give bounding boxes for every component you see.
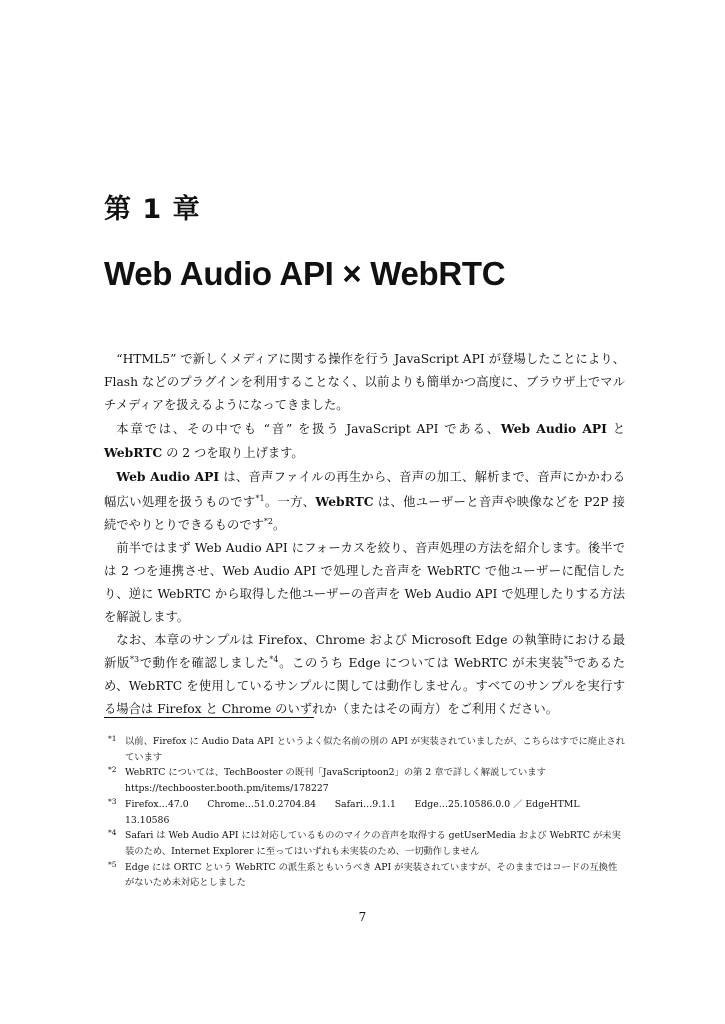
footnote-mark: *3 xyxy=(108,796,117,806)
footnote-mark: *4 xyxy=(108,828,117,838)
chapter-label: 第 1 章 xyxy=(104,194,201,225)
footnote-item xyxy=(104,828,625,859)
paragraph-compatibility: なお、本章のサンプルは Firefox、Chrome および Microsoft Edge の執筆時における最新版$^{*3}$で動作を確認しました$^{*4}$。このうち Edge については WebRTC が未実装$^{*5}$であるため、WebRTC を使用しているサンプルに関しては動作しません。すべてのサンプルを実行する場合は Firefox と Chrome のいずれか（またはその両方）をご利用ください。 xyxy=(104,633,625,717)
footnote-ref[interactable]: *4 xyxy=(269,655,279,665)
footnote-divider xyxy=(104,717,314,718)
footnote-item xyxy=(104,860,625,891)
body-text xyxy=(104,348,625,722)
footnote-text: WebRTC については、TechBooster の既刊「JavaScriptoon2」の第 2 章で詳しく解説しています https://techbooster.booth.pm/items/178227 xyxy=(125,767,546,795)
footnotes xyxy=(104,734,625,891)
footnote-item xyxy=(104,765,625,796)
paragraph-overview: Web Audio API は、音声ファイルの再生から、音声の加工、解析まで、音声にかかわる幅広い処理を扱うものです$^{*1}$。一方、WebRTC は、他ユーザーと音声や映像などを P2P 接続でやりとりできるものです$^{*2}$。 xyxy=(104,469,625,532)
paragraph-structure: 前半ではまず Web Audio API にフォーカスを絞り、音声処理の方法を紹介します。後半では 2 つを連携させ、Web Audio API で処理した音声を WebRTC で他ユーザーに配信したり、逆に WebRTC から取得した他ユーザーの音声を Web Audio API で処理したりする方法を解説します。 xyxy=(104,540,625,625)
term-webrtc: WebRTC xyxy=(315,493,374,509)
term-web-audio-api: Web Audio API xyxy=(500,421,607,437)
footnote-mark: *2 xyxy=(108,765,117,775)
term-webrtc: WebRTC xyxy=(104,445,163,461)
footnote-text: Edge には ORTC という WebRTC の派生系ともいうべき API が実装されていますが、そのままではコードの互換性がないため未対応としました xyxy=(125,861,618,889)
footnote-mark: *1 xyxy=(108,734,117,743)
footnote-text: Firefox…47.0 Chrome…51.0.2704.84 Safari…9.1.1 Edge…25.10586.0.0 ／ EdgeHTML 13.10586 xyxy=(125,798,580,826)
term-web-audio-api: Web Audio API xyxy=(116,469,220,485)
footnote-item xyxy=(104,797,625,828)
paragraph-chapter-scope: 本章では、その中でも “音” を扱う JavaScript API である、Web Audio API と WebRTC の 2 つを取り上げます。 xyxy=(104,421,625,461)
footnote-ref[interactable]: *5 xyxy=(564,655,574,665)
footnote-mark: *5 xyxy=(108,859,117,869)
footnote-ref[interactable]: *1 xyxy=(255,493,265,503)
paragraph-intro: “HTML5” で新しくメディアに関する操作を行う JavaScript API が登場したことにより、Flash などのプラグインを利用することなく、以前よりも簡単かつ高度に、ブラウザ上でマルチメディアを扱えるようになってきました。 xyxy=(104,352,625,413)
footnote-ref[interactable]: *2 xyxy=(263,516,273,526)
footnote-text: 以前、Firefox に Audio Data API というよく似た名前の別の API が実装されていましたが、こちらはすでに廃止されています xyxy=(125,736,625,763)
footnote-text: Safari は Web Audio API には対応しているもののマイクの音声を取得する getUserMedia および WebRTC が未実装のため、Internet Explorer に至ってはいずれも未実装のため、一切動作しません xyxy=(125,830,621,857)
footnote-item xyxy=(104,734,625,765)
page-number: 7 xyxy=(358,910,367,924)
chapter-title: Web Audio API × WebRTC xyxy=(104,255,506,292)
footnote-ref[interactable]: *3 xyxy=(129,655,140,665)
